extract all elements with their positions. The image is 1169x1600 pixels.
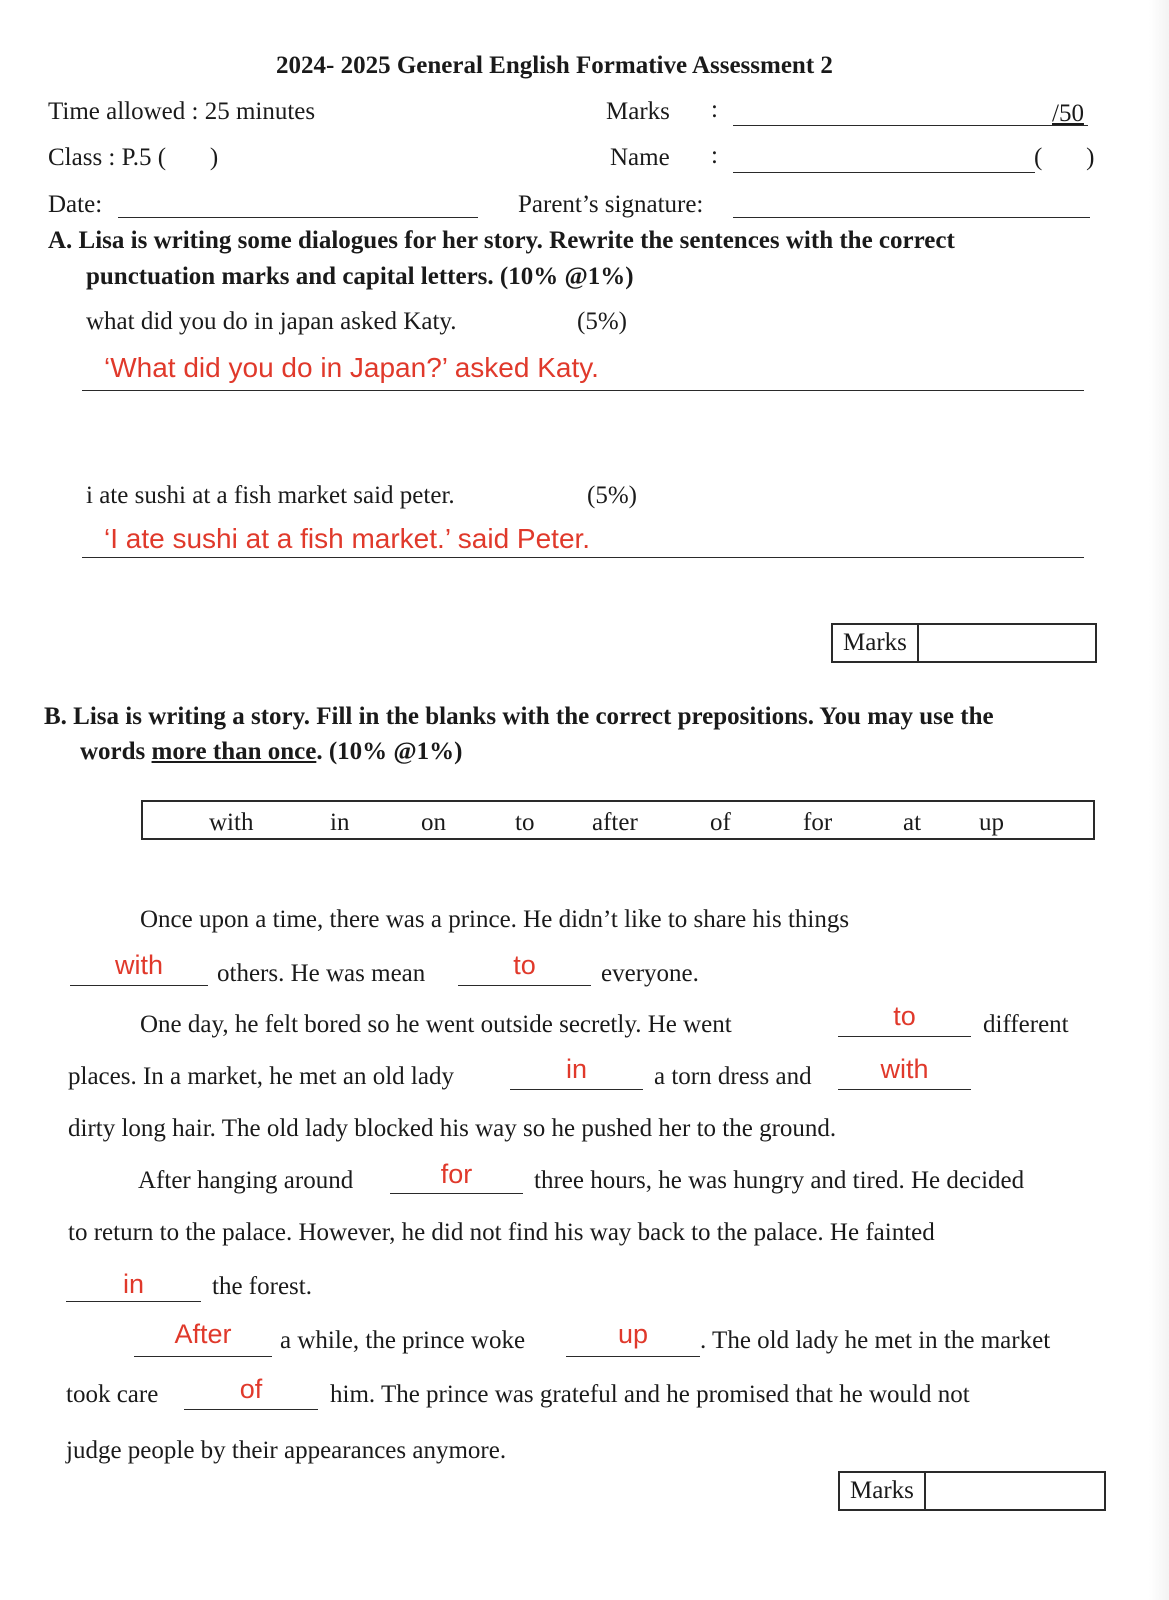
- section-b-marks-box: [838, 1471, 1106, 1511]
- blank-2-answer: to: [513, 950, 536, 980]
- name-line: [733, 172, 1035, 173]
- word-bank-item: at: [903, 809, 922, 836]
- blank-9-line: [566, 1356, 700, 1357]
- blank-1-line: [70, 985, 208, 986]
- section-b-instruction-1: B. Lisa is writing a story. Fill in the blanks with the correct prepositions. You may use the: [44, 703, 994, 730]
- section-b-marks-label: Marks: [840, 1473, 926, 1509]
- word-bank-item: for: [803, 809, 833, 836]
- story-line-5: dirty long hair. The old lady blocked his way so he pushed her to the ground.: [68, 1115, 837, 1142]
- page-title: 2024- 2025 General English Formative Assessment 2: [276, 52, 833, 79]
- marks-total: /50: [1052, 100, 1084, 127]
- name-label: Name: [610, 144, 670, 171]
- answer-a2: ‘I ate sushi at a fish market.’ said Peter.: [104, 523, 591, 554]
- marks-line: [733, 125, 1088, 126]
- story-line-7: to return to the palace. However, he did not find his way back to the palace. He fainted: [68, 1219, 935, 1246]
- story-line-2b: everyone.: [601, 960, 699, 987]
- word-bank-item: in: [330, 809, 350, 836]
- story-line-10a: took care: [66, 1381, 159, 1408]
- blank-5-answer: with: [880, 1054, 929, 1084]
- story-line-1: Once upon a time, there was a prince. He didn’t like to share his things: [140, 906, 850, 933]
- story-line-3b: different: [983, 1011, 1069, 1038]
- story-line-10b: him. The prince was grateful and he promised that he would not: [330, 1381, 970, 1408]
- parent-signature-line: [733, 217, 1090, 218]
- story-line-3a: One day, he felt bored so he went outside secretly. He went: [140, 1011, 732, 1038]
- section-b-marks-value: [926, 1473, 1104, 1509]
- story-line-4a: places. In a market, he met an old lady: [68, 1063, 454, 1090]
- page-edge-shadow: [1149, 0, 1169, 1600]
- marks-label: Marks: [606, 98, 670, 125]
- date-line: [118, 217, 478, 218]
- blank-4-answer: in: [565, 1054, 587, 1084]
- story-line-9b: . The old lady he met in the market: [700, 1327, 1051, 1354]
- blank-5-line: [838, 1089, 971, 1090]
- story-line-2a: others. He was mean: [217, 960, 426, 987]
- parent-signature-label: Parent’s signature:: [518, 191, 704, 218]
- time-allowed: Time allowed : 25 minutes: [48, 98, 316, 125]
- story-line-9a: a while, the prince woke: [280, 1327, 526, 1354]
- story-line-11: judge people by their appearances anymore.: [66, 1437, 507, 1464]
- word-bank-item: after: [592, 809, 638, 836]
- blank-9-answer: up: [617, 1319, 649, 1349]
- answer-a1: ‘What did you do in Japan?’ asked Katy.: [104, 352, 599, 383]
- word-bank-item: to: [515, 809, 535, 836]
- blank-3-line: [838, 1036, 971, 1037]
- question-a1-prompt: what did you do in japan asked Katy.: [86, 308, 457, 335]
- question-a1-marks: (5%): [577, 308, 627, 335]
- story-line-6a: After hanging around: [138, 1167, 354, 1194]
- story-line-8: the forest.: [212, 1273, 312, 1300]
- section-a-marks-value: [919, 625, 1095, 661]
- section-b-instruction-2: words more than once. (10% @1%): [80, 738, 463, 765]
- class-number-paren: ( ): [1034, 144, 1095, 171]
- blank-8-answer: After: [174, 1319, 232, 1349]
- blank-4-line: [510, 1089, 643, 1090]
- blank-6-answer: for: [440, 1159, 473, 1189]
- marks-colon: :: [711, 96, 718, 123]
- question-a2-marks: (5%): [587, 482, 637, 509]
- section-a-marks-box: [831, 623, 1097, 663]
- word-bank-item: of: [710, 809, 731, 836]
- class-field: Class : P.5 ( ): [48, 144, 219, 171]
- section-a-instruction-1: A. Lisa is writing some dialogues for her story. Rewrite the sentences with the correct: [48, 227, 955, 254]
- word-bank-item: up: [979, 809, 1004, 836]
- blank-2-line: [458, 985, 591, 986]
- blank-1-answer: with: [114, 950, 163, 980]
- name-colon: :: [711, 142, 718, 169]
- word-bank-item: with: [209, 809, 254, 836]
- section-a-instruction-2: punctuation marks and capital letters. (10% @1%): [86, 263, 634, 290]
- answer-a2-line: [82, 557, 1084, 558]
- blank-7-line: [66, 1301, 201, 1302]
- story-line-4b: a torn dress and: [654, 1063, 812, 1090]
- answer-a1-line: [82, 390, 1084, 391]
- blank-7-answer: in: [122, 1269, 144, 1299]
- date-label: Date:: [48, 191, 103, 218]
- word-bank-box: [141, 800, 1095, 840]
- blank-10-answer: of: [239, 1374, 263, 1404]
- section-a-marks-label: Marks: [833, 625, 919, 661]
- question-a2-prompt: i ate sushi at a fish market said peter.: [86, 482, 455, 509]
- blank-8-line: [134, 1356, 272, 1357]
- blank-10-line: [184, 1409, 318, 1410]
- blank-3-answer: to: [893, 1001, 916, 1031]
- story-line-6b: three hours, he was hungry and tired. He decided: [534, 1167, 1025, 1194]
- blank-6-line: [390, 1193, 523, 1194]
- word-bank-item: on: [421, 809, 446, 836]
